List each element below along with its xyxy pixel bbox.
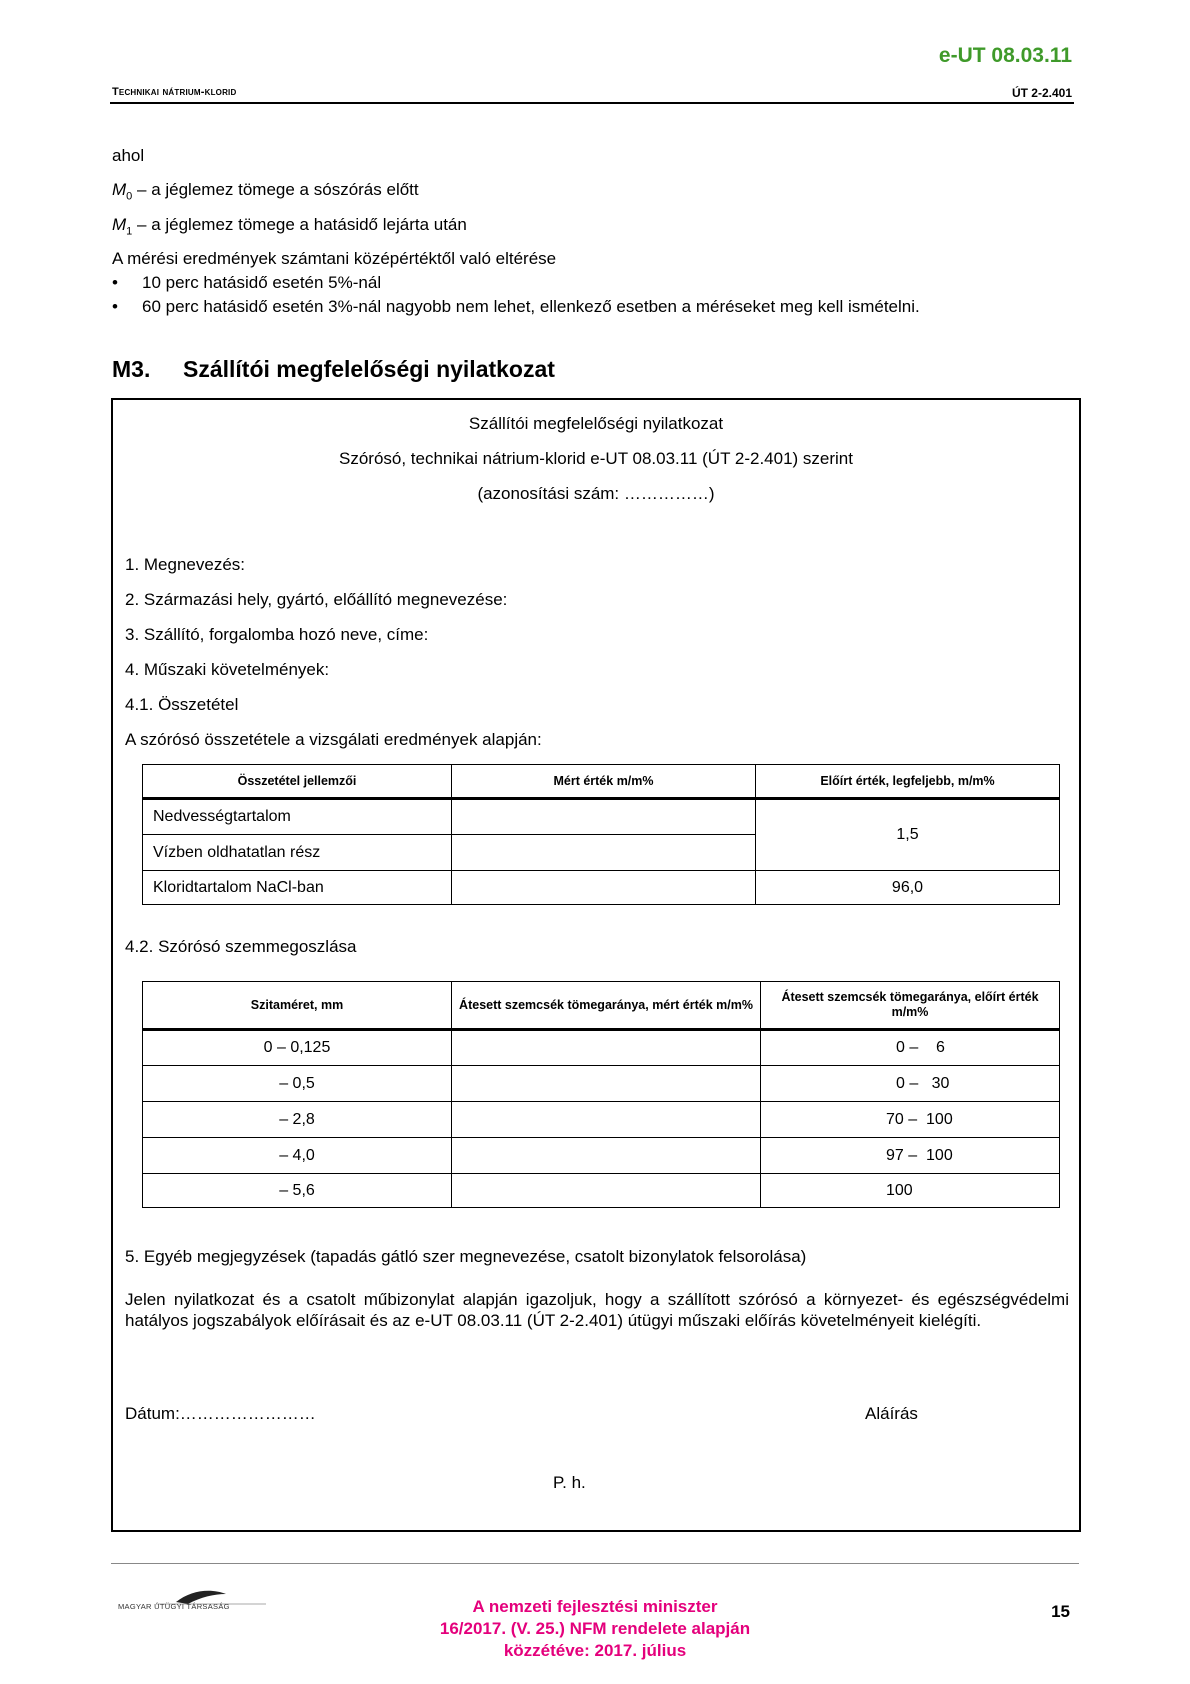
grain-measured-cell[interactable] [452,1174,761,1208]
declaration-form [111,398,1081,1532]
bullet-item [112,273,381,293]
composition-measured-cell[interactable] [452,835,756,871]
grain-required-cell: 70 – 100 [761,1102,1060,1138]
document-code: e-UT 08.03.11 [938,44,1072,67]
header-divider [110,102,1074,104]
deviation-text: A mérési eredmények számtani középértéktől való eltérése [112,249,557,268]
composition-name-cell: Vízben oldhatatlan rész [143,835,452,871]
table-row [143,1138,1060,1174]
form-subtitle: Szórósó, technikai nátrium-klorid e-UT 08.03.11 (ÚT 2-2.401) szerint [338,449,853,468]
publication-line: A nemzeti fejlesztési miniszter [472,1597,718,1616]
form-item-name: 1. Megnevezés: [125,555,246,574]
composition-table [142,764,1060,905]
composition-header: Előírt érték, legfeljebb, m/m% [756,765,1060,799]
table-row [143,1030,1060,1066]
m1-definition [112,215,467,237]
composition-header: Összetétel jellemzői [143,765,452,799]
grain-header: Átesett szemcsék tömegaránya, előírt érték m/m% [761,982,1060,1030]
bullet-item [112,297,920,317]
signature-label: Aláírás [865,1404,918,1423]
stamp-label: P. h. [553,1473,586,1492]
declaration-text: Jelen nyilatkozat és a csatolt műbizonylat alapján igazoljuk, hogy a szállított szórósó a környezet- és egészségvédelmi hatályos jogszabályok előírásait és az e-UT 08.03.11 (ÚT 2-2.401) útügyi műszaki előírás követelményeit kielégíti. [125,1290,1069,1330]
form-item-composition-intro: A szórósó összetétele a vizsgálati eredmények alapján: [125,730,542,749]
form-title: Szállítói megfelelőségi nyilatkozat [468,414,724,433]
sieve-size-cell: – 5,6 [143,1174,452,1208]
form-id-line: (azonosítási szám: ……………) [477,484,715,503]
grain-measured-cell[interactable] [452,1102,761,1138]
grain-header: Átesett szemcsék tömegaránya, mért érték m/m% [452,982,761,1030]
grain-required-cell: 0 – 6 [761,1030,1060,1066]
sieve-size-cell: 0 – 0,125 [143,1030,452,1066]
form-item-composition: 4.1. Összetétel [125,695,239,714]
running-header-code: ÚT 2-2.401 [1011,86,1072,100]
m0-symbol: M [112,180,127,199]
composition-measured-cell[interactable] [452,871,756,905]
publication-note [0,1596,1190,1662]
m0-subscript: 0 [126,190,133,203]
table-row [143,871,1060,905]
sieve-size-cell: – 4,0 [143,1138,452,1174]
grain-required-cell: 100 [761,1174,1060,1208]
publication-line: közzétéve: 2017. július [503,1641,687,1660]
composition-name-cell: Kloridtartalom NaCl-ban [143,871,452,905]
bullet-text: 10 perc hatásidő esetén 5%-nál [142,273,382,292]
running-header-title: Technikai nátrium-klorid [112,86,237,98]
bullet-text: 60 perc hatásidő esetén 3%-nál nagyobb nem lehet, ellenkező esetben a méréseket meg kell ismételni. [142,297,920,316]
grain-measured-cell[interactable] [452,1030,761,1066]
composition-measured-cell[interactable] [452,799,756,835]
m1-symbol: M [112,215,127,234]
composition-header: Mért érték m/m% [452,765,756,799]
grain-required-cell: 0 – 30 [761,1066,1060,1102]
other-notes-item: 5. Egyéb megjegyzések (tapadás gátló szer megnevezése, csatolt bizonylatok felsorolása) [125,1247,807,1266]
form-item-requirements: 4. Műszaki követelmények: [125,660,330,679]
composition-required-cell: 96,0 [756,871,1060,905]
m1-text: – a jéglemez tömege a hatásidő lejárta után [132,215,467,234]
bullet-icon: • [112,273,118,292]
table-row [143,1174,1060,1208]
form-item-origin: 2. Származási hely, gyártó, előállító megnevezése: [125,590,508,609]
m1-subscript: 1 [126,225,133,238]
section-heading [112,356,555,383]
table-row [143,1066,1060,1102]
society-logo-text: MAGYAR ÚTÜGYI TÁRSASÁG [118,1602,230,1611]
date-field[interactable]: Dátum:…………………… [125,1404,316,1423]
composition-required-cell: 1,5 [756,799,1060,871]
sieve-size-cell: – 0,5 [143,1066,452,1102]
section-title: Szállítói megfelelőségi nyilatkozat [183,356,555,382]
footer-divider [111,1563,1079,1564]
composition-name-cell: Nedvességtartalom [143,799,452,835]
table-row [143,799,1060,835]
grain-size-table [142,981,1060,1208]
bullet-icon: • [112,297,118,316]
publication-line: 16/2017. (V. 25.) NFM rendelete alapján [439,1619,751,1638]
page-number: 15 [1051,1602,1070,1621]
ahol-text: ahol [112,146,145,165]
grain-measured-cell[interactable] [452,1138,761,1174]
sieve-size-cell: – 2,8 [143,1102,452,1138]
form-item-supplier: 3. Szállító, forgalomba hozó neve, címe: [125,625,429,644]
m0-definition [112,180,419,202]
m0-text: – a jéglemez tömege a sószórás előtt [132,180,419,199]
grain-header: Szitaméret, mm [143,982,452,1030]
table-row [143,1102,1060,1138]
grain-distribution-title: 4.2. Szórósó szemmegoszlása [125,937,357,956]
section-number: M3. [112,356,151,382]
grain-required-cell: 97 – 100 [761,1138,1060,1174]
grain-measured-cell[interactable] [452,1066,761,1102]
